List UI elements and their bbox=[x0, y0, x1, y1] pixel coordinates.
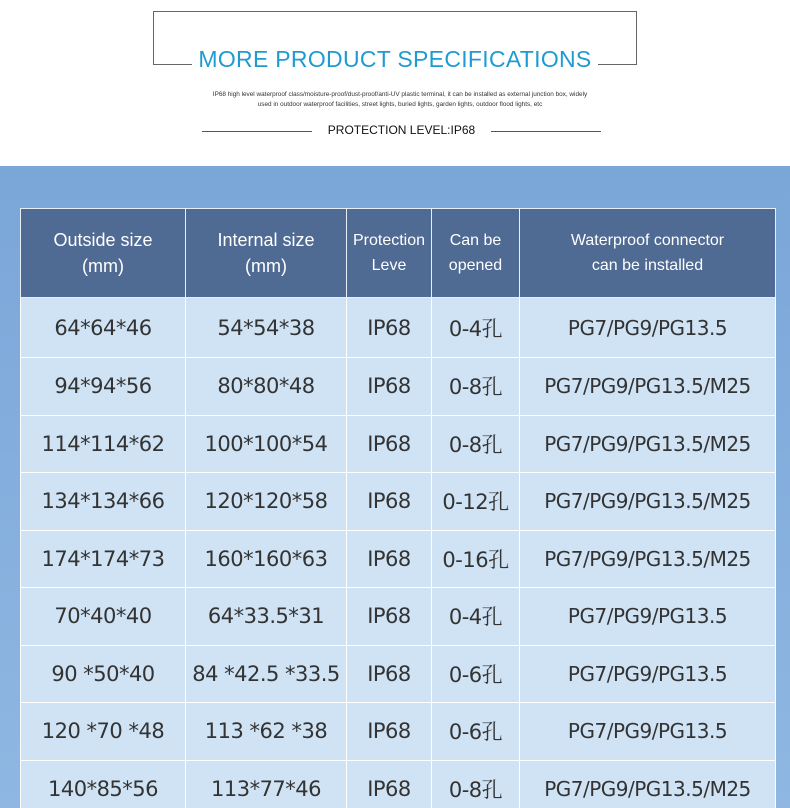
cell-openings: 0-6孔 bbox=[432, 703, 520, 761]
cell-protection: IP68 bbox=[347, 358, 432, 416]
cell-protection: IP68 bbox=[347, 473, 432, 531]
cell-outside-size: 140*85*56 bbox=[21, 760, 186, 808]
cell-openings: 0-16孔 bbox=[432, 530, 520, 588]
title-frame-bottom-right bbox=[598, 64, 637, 65]
header-protection-level: Protection Leve bbox=[347, 209, 432, 298]
cell-protection: IP68 bbox=[347, 530, 432, 588]
cell-outside-size: 114*114*62 bbox=[21, 415, 186, 473]
cell-internal-size: 113 *62 *38 bbox=[186, 703, 347, 761]
cell-protection: IP68 bbox=[347, 760, 432, 808]
spec-table-header-row bbox=[21, 209, 776, 298]
cell-internal-size: 120*120*58 bbox=[186, 473, 347, 531]
header-outside-size: Outside size (mm) bbox=[21, 209, 186, 298]
product-description bbox=[180, 90, 620, 110]
cell-protection: IP68 bbox=[347, 588, 432, 646]
cell-internal-size: 100*100*54 bbox=[186, 415, 347, 473]
cell-outside-size: 90 *50*40 bbox=[21, 645, 186, 703]
cell-internal-size: 64*33.5*31 bbox=[186, 588, 347, 646]
table-row bbox=[21, 298, 776, 358]
protection-level: PROTECTION LEVEL:IP68 bbox=[327, 123, 476, 137]
cell-protection: IP68 bbox=[347, 415, 432, 473]
cell-connector: PG7/PG9/PG13.5/M25 bbox=[520, 415, 776, 473]
cell-outside-size: 174*174*73 bbox=[21, 530, 186, 588]
title-frame-bottom-left bbox=[153, 64, 192, 65]
protection-divider-right bbox=[491, 131, 601, 132]
cell-outside-size: 120 *70 *48 bbox=[21, 703, 186, 761]
cell-openings: 0-4孔 bbox=[432, 298, 520, 358]
spec-table bbox=[20, 208, 776, 808]
cell-outside-size: 94*94*56 bbox=[21, 358, 186, 416]
cell-protection: IP68 bbox=[347, 703, 432, 761]
cell-openings: 0-4孔 bbox=[432, 588, 520, 646]
cell-protection: IP68 bbox=[347, 298, 432, 358]
cell-connector: PG7/PG9/PG13.5/M25 bbox=[520, 358, 776, 416]
table-row bbox=[21, 415, 776, 473]
cell-outside-size: 70*40*40 bbox=[21, 588, 186, 646]
cell-connector: PG7/PG9/PG13.5/M25 bbox=[520, 473, 776, 531]
cell-internal-size: 113*77*46 bbox=[186, 760, 347, 808]
page-title: MORE PRODUCT SPECIFICATIONS bbox=[198, 46, 592, 72]
cell-connector: PG7/PG9/PG13.5 bbox=[520, 645, 776, 703]
cell-connector: PG7/PG9/PG13.5/M25 bbox=[520, 760, 776, 808]
cell-outside-size: 134*134*66 bbox=[21, 473, 186, 531]
cell-connector: PG7/PG9/PG13.5 bbox=[520, 588, 776, 646]
cell-connector: PG7/PG9/PG13.5/M25 bbox=[520, 530, 776, 588]
table-row bbox=[21, 530, 776, 588]
description-line-1: IP68 high level waterproof class/moisture-proof/dust-proof/anti-UV plastic terminal, it can be installed as external junction box, widely bbox=[212, 91, 588, 98]
table-row bbox=[21, 703, 776, 761]
table-row bbox=[21, 760, 776, 808]
header-waterproof-connector: Waterproof connector can be installed bbox=[520, 209, 776, 298]
cell-openings: 0-6孔 bbox=[432, 645, 520, 703]
cell-internal-size: 160*160*63 bbox=[186, 530, 347, 588]
header-can-be-opened: Can be opened bbox=[432, 209, 520, 298]
header-section bbox=[0, 0, 790, 166]
cell-openings: 0-8孔 bbox=[432, 760, 520, 808]
cell-protection: IP68 bbox=[347, 645, 432, 703]
cell-internal-size: 84 *42.5 *33.5 bbox=[186, 645, 347, 703]
table-row bbox=[21, 588, 776, 646]
cell-internal-size: 54*54*38 bbox=[186, 298, 347, 358]
header-internal-size: Internal size (mm) bbox=[186, 209, 347, 298]
protection-divider-left bbox=[202, 131, 312, 132]
table-row bbox=[21, 473, 776, 531]
description-line-2: used in outdoor waterproof facilities, street lights, buried lights, garden lights, outdoor flood lights, etc bbox=[257, 101, 543, 108]
cell-openings: 0-12孔 bbox=[432, 473, 520, 531]
table-row bbox=[21, 645, 776, 703]
cell-connector: PG7/PG9/PG13.5 bbox=[520, 703, 776, 761]
cell-outside-size: 64*64*46 bbox=[21, 298, 186, 358]
cell-openings: 0-8孔 bbox=[432, 415, 520, 473]
table-row bbox=[21, 358, 776, 416]
cell-openings: 0-8孔 bbox=[432, 358, 520, 416]
cell-internal-size: 80*80*48 bbox=[186, 358, 347, 416]
cell-connector: PG7/PG9/PG13.5 bbox=[520, 298, 776, 358]
